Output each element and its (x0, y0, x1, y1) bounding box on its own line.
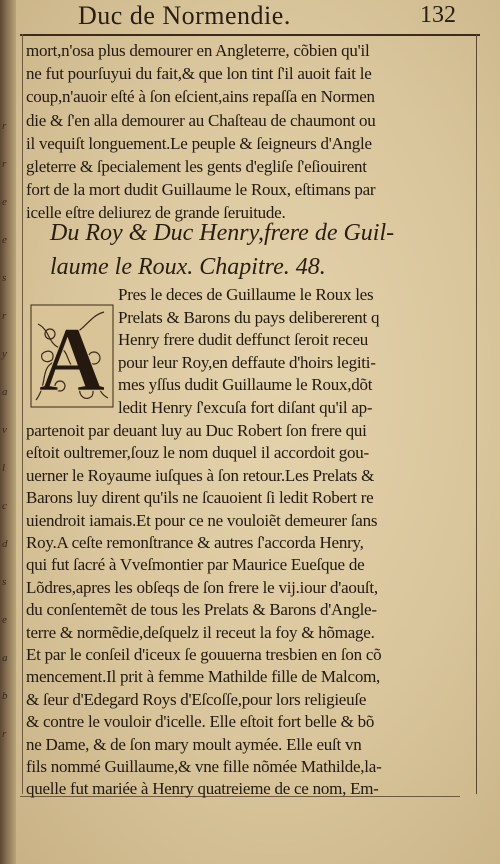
text-line: & ſeur d'Edegard Roys d'Eſcoſſe,pour lors religieuſe (26, 689, 367, 709)
right-margin-rule (476, 34, 477, 794)
text-line: fils nommé Guillaume,& vne fille nõmée Mathilde,la- (26, 757, 382, 776)
gutter-letter: r (2, 310, 7, 322)
text-line: Barons luy dirent qu'ils ne ſcauoient ſi ledit Robert re (26, 488, 374, 508)
text-line: gleterre & ſpecialement les gents d'egliſe ſ'eſiouirent (26, 157, 367, 176)
gutter-letter: y (2, 348, 7, 360)
text-line: Lõdres,apres les obſeqs de ſon frere le vij.iour d'aouſt, (26, 577, 378, 597)
heading-line: laume le Roux. Chapitre. 48. (50, 254, 326, 280)
text-line: mencement.Il prit à femme Mathilde fille de Malcom, (26, 667, 381, 687)
gutter-letter: s (2, 272, 7, 284)
text-line: ne Dame, & de ſon mary moult aymée. Elle euſt vn (26, 734, 362, 754)
binding-gutter (0, 0, 16, 864)
gutter-letter: r (2, 158, 7, 170)
text-line: du conſentemẽt de tous les Prelats & Barons d'Angle- (26, 600, 377, 620)
gutter-letter: e (2, 614, 7, 626)
gutter-letter: e (2, 234, 7, 246)
text-line: mes yſſus dudit Guillaume le Roux,dõt (118, 375, 373, 395)
gutter-letter: r (2, 120, 7, 132)
header-rule (20, 34, 480, 36)
gutter-letter: a (2, 652, 8, 664)
text-line: uiendroit iamais.Et pour ce ne vouloiẽt demeurer ſans (26, 510, 378, 530)
text-line: coup,n'auoir eſté à ſon eſcient,ains repaſſa en Normen (26, 87, 375, 107)
gutter-letter: l (2, 462, 6, 474)
gutter-letter: s (2, 576, 7, 588)
text-line: eſtoit oultremer,ſouz le nom duquel il accordoit gou- (26, 443, 369, 463)
running-title: Duc de Normendie. (78, 1, 291, 30)
text-line: uerner le Royaume iuſques à ſon retour.Les Prelats & (26, 465, 375, 485)
gutter-letter: c (2, 500, 7, 512)
gutter-letter: b (2, 690, 8, 702)
text-line: Roy.A ceſte remonſtrance & autres ſ'accorda Henry, (26, 533, 364, 552)
text-line: Prelats & Barons du pays delibererent q (118, 307, 380, 327)
text-line: die & ſ'en alla demourer au Chaſteau de chaumont ou (26, 110, 376, 130)
text-line: terre & normẽdie,deſquelz il receut la foy & hõmage. (26, 622, 375, 642)
gutter-letter: r (2, 728, 7, 740)
text-line: qui fut ſacré à Vveſmontier par Maurice Eueſque de (26, 555, 365, 575)
text-line: ledit Henry ſ'excuſa fort diſant qu'il ap- (118, 398, 373, 417)
text-line: Pres le deces de Guillaume le Roux les (118, 285, 374, 304)
text-line: ne fut pourſuyui du fait,& que lon tint ſ'il auoit fait le (26, 64, 372, 84)
text-line: fort de la mort dudit Guillaume le Roux, eſtimans par (26, 180, 376, 200)
gutter-letter: a (2, 386, 8, 398)
text-line: Et par le conſeil d'iceux ſe gouuerna tresbien en ſon cõ (26, 645, 382, 664)
text-line: & contre le vouloir d'icelle. Elle eſtoit fort belle & bõ (26, 712, 375, 732)
gutter-letter: d (2, 538, 8, 550)
text-line: partenoit par deuant luy au Duc Robert ſon frere qui (26, 421, 367, 440)
facing-page-letters (1, 0, 15, 864)
initial-letter: A (38, 308, 106, 408)
left-margin-rule (22, 34, 23, 794)
text-line: icelle eſtre deliurez de grande ſeruitude. (26, 203, 286, 223)
decorated-initial-a (30, 304, 114, 408)
text-line: mort,n'osa plus demourer en Angleterre, cõbien qu'il (26, 41, 370, 60)
heading-line: Du Roy & Duc Henry,frere de Guil- (50, 220, 395, 246)
gutter-letter: e (2, 196, 7, 208)
text-line: il vequiſt longuement.Le peuple & ſeigneurs d'Angle (26, 133, 372, 153)
text-line: pour leur Roy,en deffaute d'hoirs legiti- (118, 352, 376, 372)
text-line: quelle fut mariée à Henry quatreieme de ce nom, Em- (26, 779, 379, 799)
text-line: Henry frere dudit deffunct ſeroit receu (118, 330, 369, 350)
page-number: 132 (420, 2, 456, 28)
gutter-letter: v (2, 424, 7, 436)
